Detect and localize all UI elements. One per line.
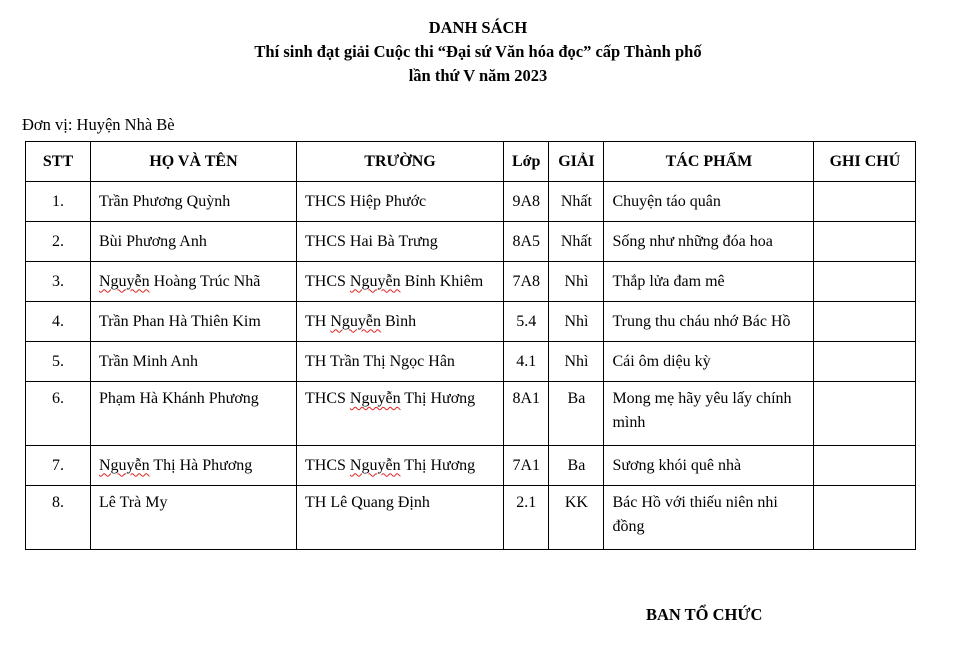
- table-row: [26, 302, 916, 342]
- cell-work: Chuyện táo quân: [604, 182, 814, 222]
- cell-stt: 4.: [26, 302, 91, 342]
- cell-class: 7A1: [504, 446, 549, 486]
- cell-school: THCS Nguyễn Thị Hương: [297, 382, 504, 446]
- cell-school: TH Lê Quang Định: [297, 486, 504, 550]
- cell-name: Nguyễn Hoàng Trúc Nhã: [91, 262, 297, 302]
- document-title: DANH SÁCH: [428, 18, 528, 37]
- cell-award: Ba: [549, 382, 604, 446]
- cell-stt: 1.: [26, 182, 91, 222]
- cell-school: THCS Hai Bà Trưng: [297, 222, 504, 262]
- column-header-note: GHI CHÚ: [814, 142, 916, 182]
- column-header-name: HỌ VÀ TÊN: [91, 142, 297, 182]
- cell-stt: 7.: [26, 446, 91, 486]
- cell-note: [814, 262, 916, 302]
- table-row: [26, 446, 916, 486]
- cell-name: Phạm Hà Khánh Phương: [91, 382, 297, 446]
- spellcheck-flag: Nguyễn: [99, 272, 150, 290]
- table-row: [26, 342, 916, 382]
- cell-name: Lê Trà My: [91, 486, 297, 550]
- column-header-school: TRƯỜNG: [297, 142, 504, 182]
- cell-award: KK: [549, 486, 604, 550]
- document-subtitle-edition: lần thứ V năm 2023: [408, 66, 548, 85]
- cell-work: Cái ôm diệu kỳ: [604, 342, 814, 382]
- cell-school: TH Nguyễn Bình: [297, 302, 504, 342]
- table-header-row: [26, 142, 916, 182]
- cell-note: [814, 342, 916, 382]
- cell-class: 8A1: [504, 382, 549, 446]
- cell-class: 7A8: [504, 262, 549, 302]
- cell-award: Nhì: [549, 342, 604, 382]
- cell-school: TH Trần Thị Ngọc Hân: [297, 342, 504, 382]
- cell-name: Bùi Phương Anh: [91, 222, 297, 262]
- cell-school: THCS Nguyễn Bỉnh Khiêm: [297, 262, 504, 302]
- cell-stt: 5.: [26, 342, 91, 382]
- cell-note: [814, 486, 916, 550]
- document-subtitle: Thí sinh đạt giải Cuộc thi “Đại sứ Văn hóa đọc” cấp Thành phố: [254, 42, 702, 61]
- cell-school: THCS Hiệp Phước: [297, 182, 504, 222]
- cell-work: Sống như những đóa hoa: [604, 222, 814, 262]
- cell-award: Nhì: [549, 302, 604, 342]
- cell-work: Mong mẹ hãy yêu lấy chính mình: [604, 382, 814, 446]
- cell-class: 5.4: [504, 302, 549, 342]
- table-row: [26, 222, 916, 262]
- winners-table: [25, 141, 916, 550]
- cell-stt: 3.: [26, 262, 91, 302]
- cell-work: Bác Hồ với thiếu niên nhi đồng: [604, 486, 814, 550]
- cell-award: Nhất: [549, 222, 604, 262]
- spellcheck-flag: Nguyễn: [330, 312, 381, 330]
- cell-award: Nhì: [549, 262, 604, 302]
- table-row: [26, 262, 916, 302]
- cell-award: Ba: [549, 446, 604, 486]
- table-row: [26, 382, 916, 446]
- spellcheck-flag: Nguyễn: [349, 456, 401, 474]
- cell-name: Nguyễn Thị Hà Phương: [91, 446, 297, 486]
- cell-note: [814, 446, 916, 486]
- cell-work: Thắp lửa đam mê: [604, 262, 814, 302]
- cell-stt: 2.: [26, 222, 91, 262]
- unit-label: Đơn vị: Huyện Nhà Bè: [22, 115, 175, 134]
- cell-class: 2.1: [504, 486, 549, 550]
- signature-label: BAN TỔ CHỨC: [646, 605, 763, 624]
- table-row: [26, 486, 916, 550]
- spellcheck-flag: Nguyễn: [349, 272, 401, 290]
- cell-stt: 6.: [26, 382, 91, 446]
- cell-name: Trần Phan Hà Thiên Kim: [91, 302, 297, 342]
- cell-class: 8A5: [504, 222, 549, 262]
- column-header-award: GIẢI: [549, 142, 604, 182]
- cell-stt: 8.: [26, 486, 91, 550]
- spellcheck-flag: Nguyễn: [349, 390, 401, 407]
- cell-note: [814, 182, 916, 222]
- cell-name: Trần Minh Anh: [91, 342, 297, 382]
- cell-school: THCS Nguyễn Thị Hương: [297, 446, 504, 486]
- cell-note: [814, 382, 916, 446]
- spellcheck-flag: Nguyễn: [99, 456, 150, 474]
- table-row: [26, 182, 916, 222]
- cell-name: Trần Phương Quỳnh: [91, 182, 297, 222]
- cell-work: Trung thu cháu nhớ Bác Hồ: [604, 302, 814, 342]
- cell-class: 9A8: [504, 182, 549, 222]
- cell-note: [814, 302, 916, 342]
- cell-award: Nhất: [549, 182, 604, 222]
- cell-note: [814, 222, 916, 262]
- column-header-work: TÁC PHẨM: [604, 142, 814, 182]
- cell-class: 4.1: [504, 342, 549, 382]
- column-header-class: Lớp: [504, 142, 549, 182]
- cell-work: Sương khói quê nhà: [604, 446, 814, 486]
- column-header-stt: STT: [26, 142, 91, 182]
